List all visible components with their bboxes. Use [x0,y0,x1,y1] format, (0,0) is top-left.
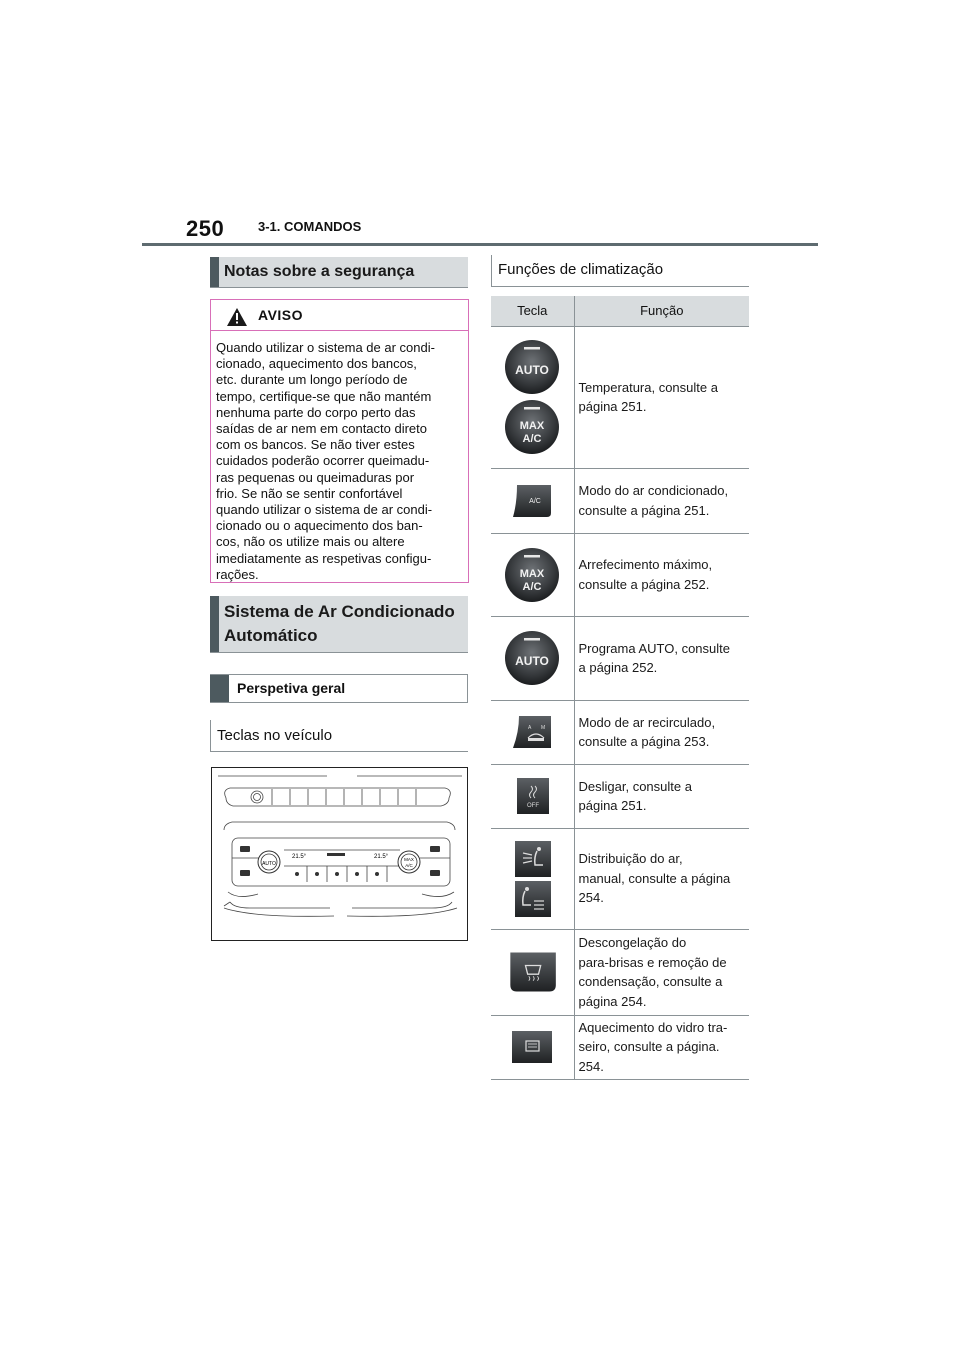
key-cell [491,929,574,1015]
page-number: 250 [186,216,225,241]
function-line: Arrefecimento máximo, [578,557,713,572]
auto-knob-icon [504,339,560,395]
function-line: a página 252. [578,660,658,675]
table-row [491,700,749,764]
panel-ac-label: A/C [405,863,413,868]
function-cell [574,929,749,1015]
function-line: Descongelação do [578,935,687,950]
function-cell [574,700,749,764]
table-row [491,468,749,533]
recirc-a-label: A [528,725,532,731]
function-line: página 254. [578,993,647,1009]
key-cell [491,468,574,533]
max-ac-knob-icon [504,399,560,455]
safety-heading-text: Notas sobre a segurança [224,263,415,280]
subheading-accent [210,675,229,702]
function-line: Aquecimento do vidro tra- [578,1019,728,1035]
function-line: Programa AUTO, consulte [578,640,730,656]
knob-auto-label: AUTO [515,654,550,668]
warning-line: etc. durante um longo período de [216,372,408,388]
warning-line: cos, não os utilize mais ou altere [216,534,405,550]
warning-line: frio. Se não se sentir confortável [216,485,403,501]
knob-auto-label: AUTO [515,363,550,377]
function-line: página 251. [578,798,647,813]
control-panel-drawing [212,768,467,940]
function-cell [574,1015,749,1079]
warning-text [216,340,466,583]
function-line: consulte a página 252. [578,576,710,592]
warning-title: AVISO [258,307,304,323]
table-row [491,1015,749,1079]
warning-line: cionado, aquecimento dos bancos, [216,356,417,372]
function-cell [574,828,749,929]
warning-header [211,300,468,331]
recirc-m-label: M [541,725,546,731]
panel-auto-label: AUTO [262,861,276,867]
knob-max-label: MAX [520,567,545,580]
function-line: seiro, consulte a página. [578,1039,720,1055]
warning-line: com os bancos. Se não tiver estes [216,437,415,453]
table-row [491,929,749,1015]
function-line: 254. [578,1058,604,1074]
section-label: 3-1. COMANDOS [258,219,362,234]
function-line: condensação, consulte a [578,974,723,989]
function-cell [574,468,749,533]
function-line: 254. [578,890,604,906]
off-button-icon [511,778,553,814]
ac-button-label: A/C [529,497,542,505]
warning-line: ras pequenas ou queimaduras por [216,469,415,485]
warning-line: cionado ou o aquecimento dos ban- [216,518,423,534]
header-rule [142,243,818,246]
off-label: OFF [527,803,540,809]
knob-ac-label: A/C [522,433,542,445]
table-row [491,326,749,468]
table-row [491,828,749,929]
knob-max-label: MAX [520,420,545,432]
air-distribution-lower-icon [507,881,557,917]
overview-heading [210,674,468,703]
column-header-function: Função [574,296,749,326]
function-cell [574,533,749,616]
function-line: Desligar, consulte a [578,778,692,794]
function-line: Modo de ar recirculado, [578,714,716,730]
safety-heading [210,257,468,288]
windshield-defrost-button-icon [506,950,558,994]
warning-line: saídas de ar nem em contacto direto [216,421,428,437]
climate-functions-heading [491,255,749,287]
function-line: consulte a página 253. [578,734,710,749]
knob-ac-label: A/C [522,580,542,593]
rear-window-heating-button-icon [507,1029,557,1065]
key-cell [491,828,574,929]
auto-knob-icon [504,630,560,686]
control-panel-illustration [211,767,468,941]
function-line: Modo do ar condicionado, [578,483,729,498]
function-line: Temperatura, consulte a [578,379,718,395]
table-row [491,533,749,616]
air-distribution-upper-icon [507,841,557,877]
table-row [491,616,749,700]
key-cell [491,700,574,764]
panel-temp-left: 21.5° [292,854,307,860]
warning-line: Quando utilizar o sistema de ar condi- [216,340,435,355]
table-header-row [491,296,749,326]
warning-line: nenhuma parte do corpo perto das [216,404,416,420]
system-heading [210,596,468,653]
function-cell [574,616,749,700]
panel-max-label: MAX [404,857,414,862]
function-cell [574,326,749,468]
table-row [491,764,749,828]
function-line: Distribuição do ar, [578,851,683,867]
system-heading-line2: Automático [224,626,318,645]
function-line: consulte a página 251. [578,502,710,518]
heading-accent [210,257,219,287]
overview-heading-text: Perspetiva geral [237,680,346,696]
warning-line: rações. [216,566,259,582]
heading-accent [210,596,219,652]
function-line: manual, consulte a página [578,870,731,886]
ac-button-icon [511,483,553,519]
warning-line: cuidados poderão ocorrer queimadu- [216,453,430,469]
warning-triangle-icon [227,308,247,326]
warning-line: imediatamente as respetivas configu- [216,550,432,566]
keys-heading-text: Teclas no veículo [217,727,333,744]
column-header-key: Tecla [491,296,574,326]
climate-functions-heading-text: Funções de climatização [498,261,664,278]
max-ac-knob-icon [504,547,560,603]
system-heading-line1: Sistema de Ar Condicionado [224,602,455,621]
warning-line: quando utilizar o sistema de ar condi- [216,502,433,518]
keys-heading [210,720,468,752]
function-line: para-brisas e remoção de [578,954,727,970]
recirculation-button-icon [511,714,553,750]
key-cell [491,764,574,828]
warning-box [210,299,469,583]
function-cell [574,764,749,828]
warning-line: tempo, certifique-se que não mantém [216,388,432,404]
function-line: página 251. [578,399,647,414]
climate-functions-table [491,296,749,1080]
key-cell [491,616,574,700]
key-cell [491,533,574,616]
key-cell [491,326,574,468]
panel-temp-right: 21.5° [374,854,389,860]
key-cell [491,1015,574,1079]
